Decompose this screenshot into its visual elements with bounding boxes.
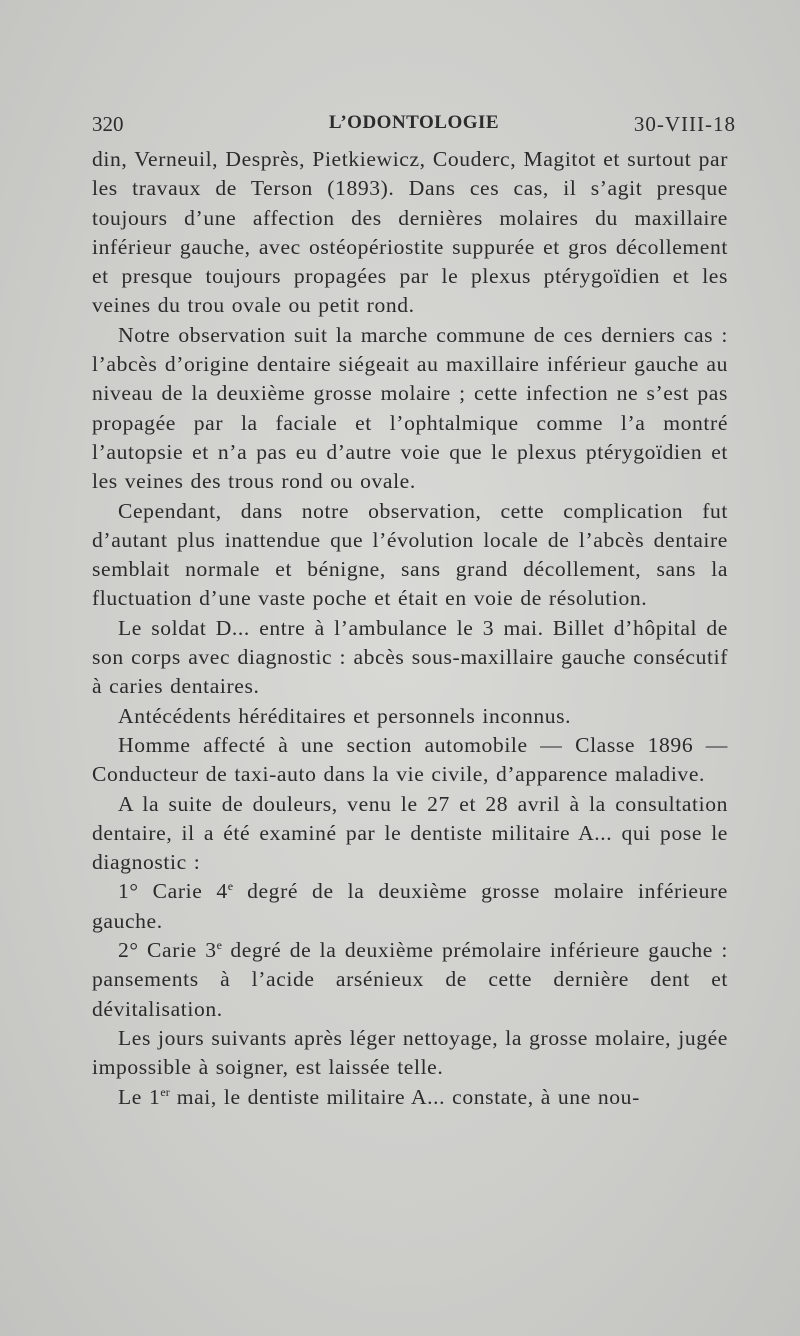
paragraph-6: Homme affecté à une section automobile — Classe 1896 — Conducteur de taxi-auto dans la vie civile, d’apparence maladive.: [92, 732, 728, 787]
paragraph-2: Notre observation suit la marche commune de ces derniers cas : l’abcès d’origine dentaire siégeait au maxillaire inférieur gauche au niveau de la deuxième grosse molaire ; cette infection ne s’est pas propagée par la faciale et l’ophtalmique comme l’a montré l’autopsie et n’a pas eu d’autre voie que le plexus ptérygoïdien et les veines des trous rond ou ovale.: [92, 322, 728, 494]
ordinal-superscript: e: [216, 937, 222, 952]
paragraph-9-start: 2° Carie 3: [118, 938, 217, 963]
paragraph-11-start: Le 1: [118, 1084, 161, 1109]
body-text: [92, 145, 728, 1112]
paragraph-7: A la suite de douleurs, venu le 27 et 28 avril à la consultation dentaire, il a été examiné par le dentiste militaire A... qui pose le diagnostic :: [92, 791, 728, 875]
paragraph-8: [92, 877, 728, 936]
ordinal-superscript: e: [227, 879, 234, 894]
ordinal-superscript: er: [160, 1084, 170, 1099]
paragraph-8-start: 1° Carie 4: [118, 879, 228, 904]
paragraph-1: din, Verneuil, Desprès, Pietkiewicz, Couderc, Magitot et surtout par les travaux de Terson (1893). Dans ces cas, il s’agit presque toujours d’une affection des dernières molaires du maxillaire inférieur gauche, avec ostéopériostite suppurée et gros décollement et presque toujours propagées par le plexus ptérygoïdien et les veines du trou ovale ou petit rond.: [92, 147, 728, 318]
journal-title: L’ODONTOLOGIE: [328, 112, 500, 133]
paragraph-3: Cependant, dans notre observation, cette complication fut d’autant plus inattendue que l’évolution locale de l’abcès dentaire semblait normale et bénigne, sans grand décollement, sans la fluctuation d’une vaste poche et était en voie de résolution.: [92, 498, 728, 611]
paragraph-9-rest: degré de la deuxième prémolaire inférieure gauche : pansements à l’acide arsénieux de cette dernière dent et dévitalisation.: [92, 938, 728, 1021]
issue-date: 30-VIII-18: [633, 112, 736, 136]
paragraph-10: Les jours suivants après léger nettoyage, la grosse molaire, jugée impossible à soigner, est laissée telle.: [92, 1025, 728, 1080]
running-head: [92, 112, 736, 142]
paragraph-9: [92, 936, 728, 1024]
paragraph-11: [92, 1083, 728, 1112]
page-number: 320: [92, 112, 124, 136]
paragraph-8-rest: degré de la deuxième grosse molaire inférieure gauche.: [92, 879, 728, 933]
paragraph-4: Le soldat D... entre à l’ambulance le 3 mai. Billet d’hôpital de son corps avec diagnostic : abcès sous-maxillaire gauche consécutif à caries dentaires.: [92, 615, 728, 699]
paragraph-5: Antécédents héréditaires et personnels inconnus.: [118, 703, 572, 728]
paragraph-11-rest: mai, le dentiste militaire A... constate, à une nou-: [169, 1084, 640, 1109]
